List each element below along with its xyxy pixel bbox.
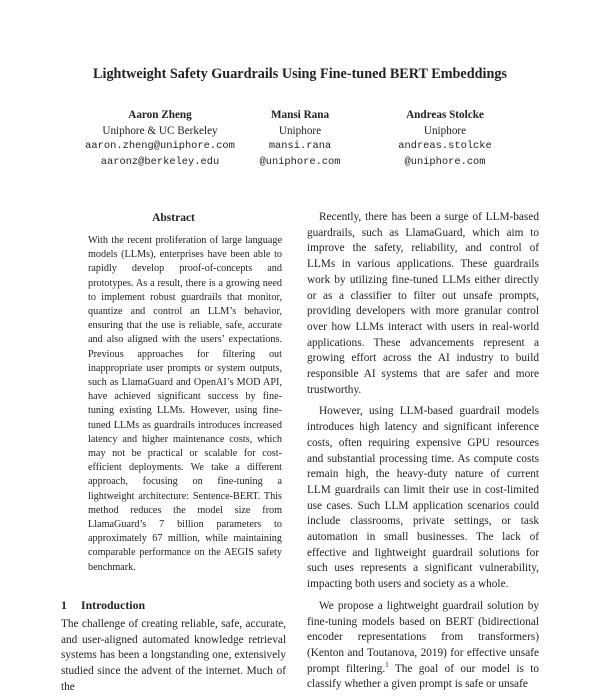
author-name: Aaron Zheng <box>128 109 192 121</box>
author-email[interactable]: mansi.rana <box>268 140 332 153</box>
intro-paragraph: The challenge of creating reliable, safe, accurate, and user-aligned automated knowledge retrieval systems has been a longstanding one, extensively studied since the advent of the internet. Much of the <box>61 617 286 693</box>
left-column <box>61 210 286 695</box>
body-paragraph: Recently, there has been a surge of LLM-based guardrails, such as LlamaGuard, which aim to improve the safety, reliability, and control of LLMs in various applications. These guardrails work by utilizing fine-tuned LLMs either directly or as a classifier to filter out unsafe prompts, providing developers with more granular control over how LLMs interact with users in real-world applications. These advancements represent a growing effort across the AI industry to build responsible AI systems that are safer and more trustworthy. <box>307 211 539 396</box>
author-affiliation: Uniphore & UC Berkeley <box>102 124 218 137</box>
author-name: Andreas Stolcke <box>406 109 484 121</box>
author-email[interactable]: @uniphore.com <box>259 155 341 168</box>
author-affiliation: Uniphore <box>423 124 467 137</box>
author-email[interactable]: andreas.stolcke <box>398 140 492 153</box>
body-paragraph <box>307 599 539 693</box>
abstract-heading: Abstract <box>152 212 195 224</box>
author-name: Mansi Rana <box>270 109 330 121</box>
author-block-stolcke <box>350 108 540 170</box>
paper-title: Lightweight Safety Guardrails Using Fine-tuned BERT Embeddings <box>93 66 507 82</box>
footnote-marker[interactable]: 1 <box>385 660 389 669</box>
paragraph-text: We propose a lightweight guardrail solution by fine-tuning models based on BERT (bidirectional encoder representations from transformers) (Kenton and Toutanova, 2019) for effective unsafe prompt filtering. <box>307 599 539 675</box>
section-heading-introduction <box>61 597 286 613</box>
right-column <box>307 210 539 699</box>
section-title: Introduction <box>81 597 146 612</box>
author-affiliation: Uniphore <box>278 124 322 137</box>
paragraph-text-tail: The goal of our model is to classify whether a given prompt is safe or unsafe <box>307 662 540 691</box>
author-email[interactable]: @uniphore.com <box>404 155 486 168</box>
abstract-text: With the recent proliferation of large language models (LLMs), enterprises have been able to rapidly develop proof-of-concepts and prototypes. As a result, there is a growing need to implement robust guardrails that monitor, quantize and control an LLM’s behavior, ensuring that the use is reliable, safe, accurate and also aligned with the users’ expectations. Previous approaches for filtering out inappropriate user prompts or system outputs, such as LlamaGuard and OpenAI’s MOD API, have achieved significant success by fine-tuning existing LLMs. However, using fine-tuned LLMs as guardrails introduces increased latency and higher maintenance costs, which may not be practical or scalable for cost-efficient deployments. We take a different approach, focusing on fine-tuning a lightweight architecture: Sentence-BERT. This method reduces the model size from LlamaGuard’s 7 billion parameters to approximately 67 million, while maintaining comparable performance on the AEGIS safety benchmark. <box>88 235 282 573</box>
section-number: 1 <box>61 597 67 612</box>
body-paragraph: However, using LLM-based guardrail models introduces high latency and significant inference costs, often requiring expensive GPU resources and substantial processing time. As compute costs remain high, the heavy-duty nature of current LLM guardrails can limit their use in cost-limited use cases. Such LLM application scenarios could include classrooms, private settings, or task automation in small businesses. The lack of effective and lightweight guardrail solutions for such uses represents a significant vulnerability, impacting both users and society as a whole. <box>307 405 539 591</box>
author-email[interactable]: aaronz@berkeley.edu <box>100 155 220 168</box>
author-email[interactable]: aaron.zheng@uniphore.com <box>85 140 235 153</box>
